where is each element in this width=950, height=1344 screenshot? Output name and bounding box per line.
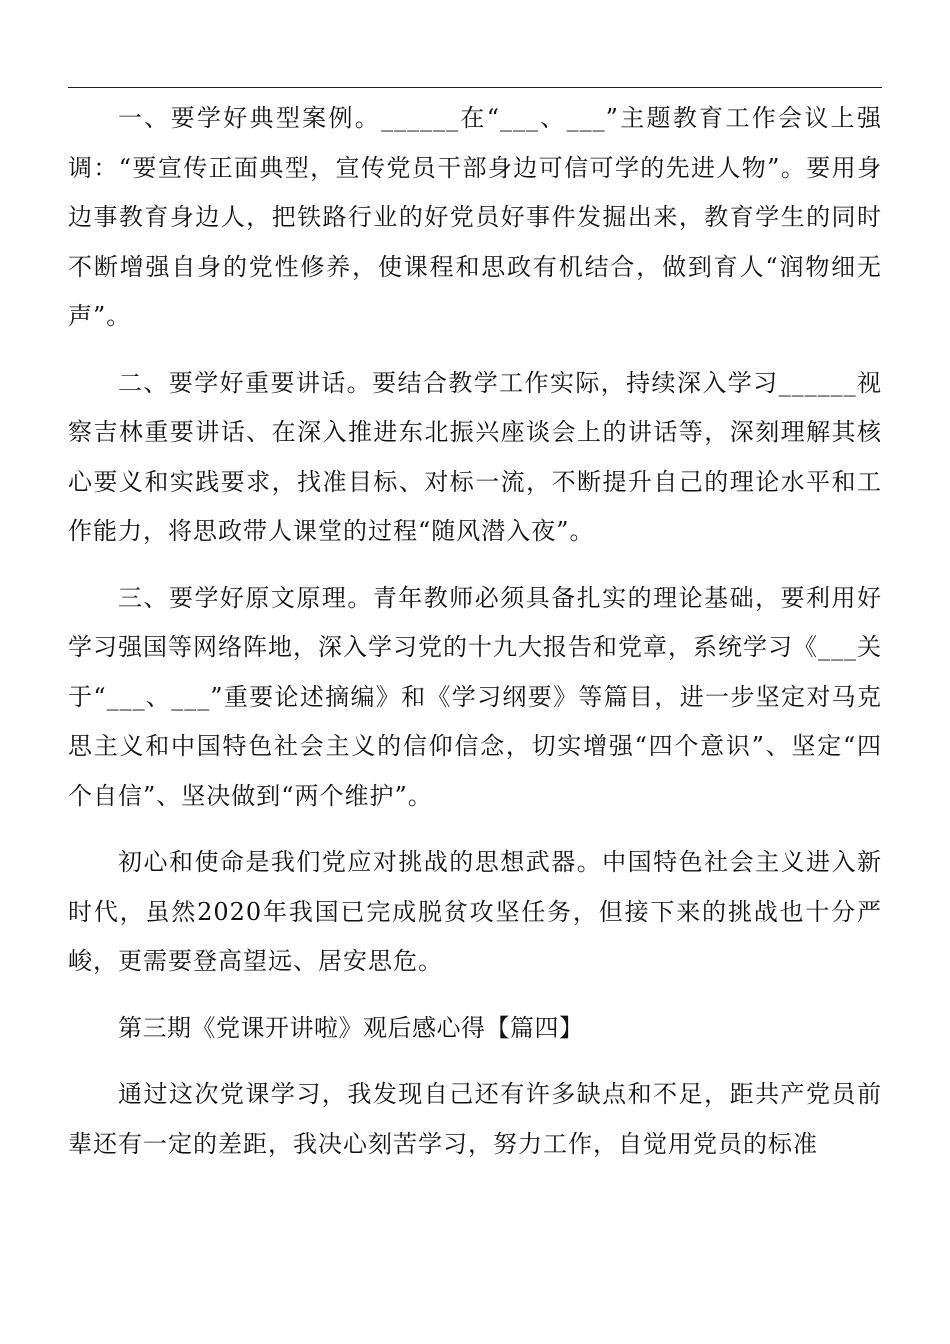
header-rule bbox=[68, 87, 882, 88]
section-heading: 第三期《党课开讲啦》观后感心得【篇四】 bbox=[118, 1013, 584, 1042]
paragraph-typical-cases: 一、要学好典型案例。______在“___、___”主题教育工作会议上强调：“要宣传正面典型，宣传党员干部身边可信可学的先进人物”。要用身边事教育身边人，把铁路行业的好党员好事件发掘出来，教育学生的同时不断增强自身的党性修养，使课程和思政有机结合，做到育人“润物细无声”。 bbox=[68, 104, 882, 330]
paragraph-mission: 初心和使命是我们党应对挑战的思想武器。中国特色社会主义进入新时代，虽然2020年我国已完成脱贫攻坚任务，但接下来的挑战也十分严峻，更需要登高望远、居安思危。 bbox=[68, 848, 882, 975]
paragraph-reflection: 通过这次党课学习，我发现自己还有许多缺点和不足，距共产党员前辈还有一定的差距，我决心刻苦学习，努力工作，自觉用党员的标准 bbox=[68, 1080, 882, 1158]
paragraph-original-texts: 三、要学好原文原理。青年教师必须具备扎实的理论基础，要利用好学习强国等网络阵地，深入学习党的十九大报告和党章，系统学习《___关于“___、___”重要论述摘编》和《学习纲要》等篇目，进一步坚定对马克思主义和中国特色社会主义的信仰信念，切实增强“四个意识”、坚定“四个自信”、坚决做到“两个维护”。 bbox=[68, 583, 882, 810]
document-body bbox=[68, 94, 882, 1186]
paragraph-important-speeches: 二、要学好重要讲话。要结合教学工作实际，持续深入学习______视察吉林重要讲话、在深入推进东北振兴座谈会上的讲话等，深刻理解其核心要义和实践要求，找准目标、对标一流，不断提升自己的理论水平和工作能力，将思政带人课堂的过程“随风潜入夜”。 bbox=[68, 368, 882, 545]
